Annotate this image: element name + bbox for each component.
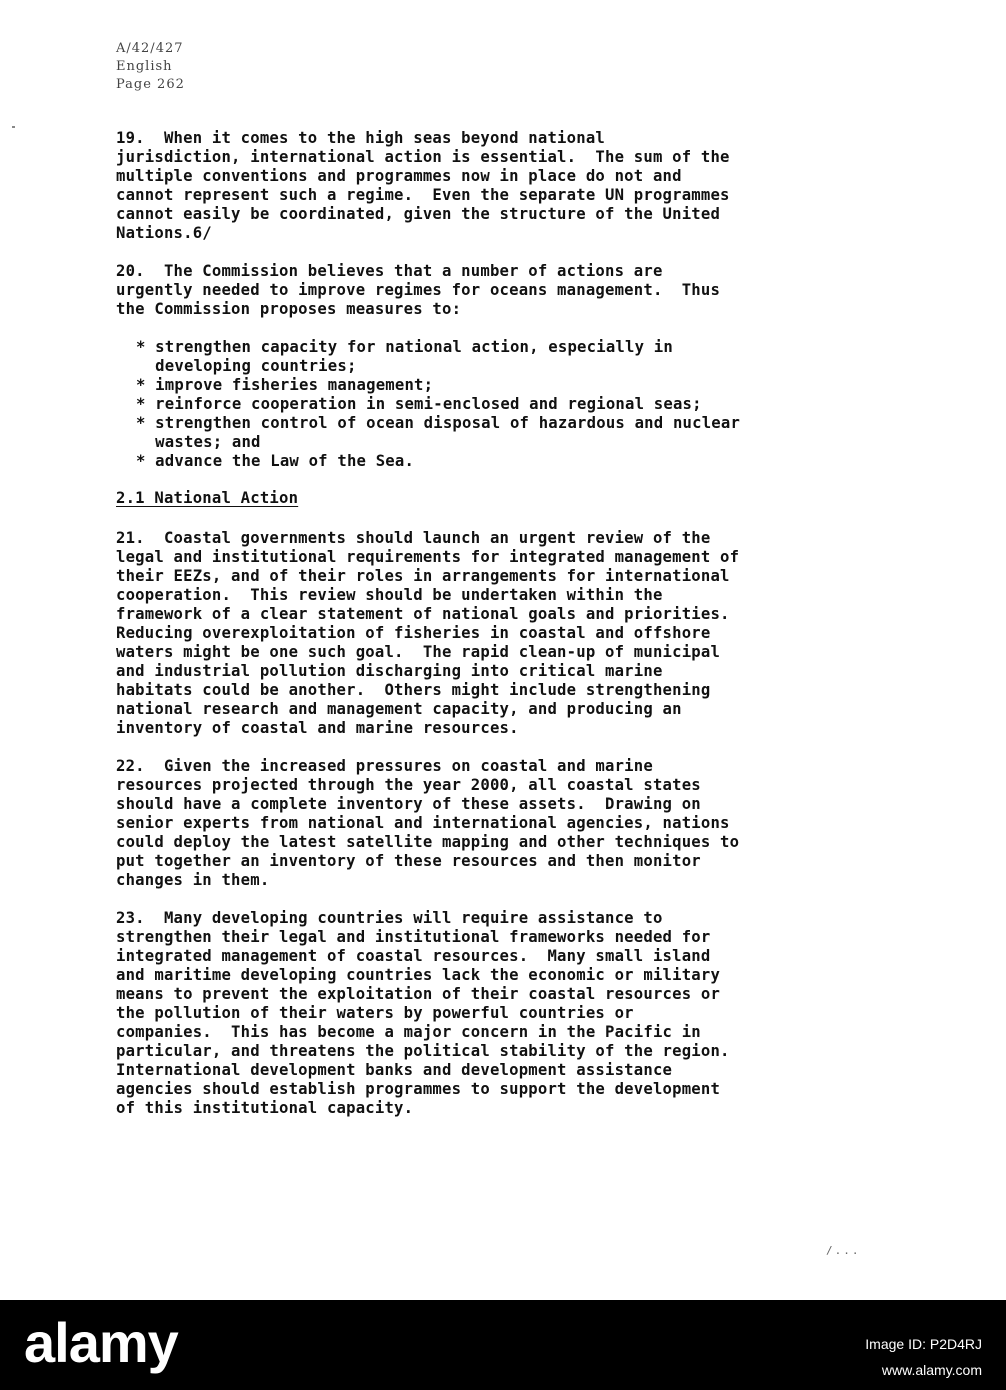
text-line: the Commission proposes measures to: (116, 300, 462, 318)
text-line: the pollution of their waters by powerful countries or (116, 1004, 634, 1022)
continuation-mark: /... (826, 1244, 861, 1257)
text-line: should have a complete inventory of these assets. Drawing on (116, 795, 701, 813)
text-line: cooperation. This review should be undertaken within the (116, 586, 663, 604)
text-line: multiple conventions and programmes now in place do not and (116, 167, 682, 185)
text-line: of this institutional capacity. (116, 1099, 414, 1117)
text-line: strengthen their legal and institutional frameworks needed for (116, 928, 711, 946)
document-language: English (116, 59, 173, 74)
text-line: senior experts from national and international agencies, nations (116, 814, 730, 832)
text-line: Nations.6/ (116, 224, 212, 242)
brand-logo: alamy (24, 1311, 178, 1374)
text-line: jurisdiction, international action is essential. The sum of the (116, 148, 730, 166)
text-line: 21. Coastal governments should launch an urgent review of the (116, 529, 711, 547)
text-line: changes in them. (116, 871, 270, 889)
list-item: * reinforce cooperation in semi-enclosed and regional seas; (136, 395, 702, 413)
text-line: agencies should establish programmes to support the development (116, 1080, 721, 1098)
list-item: * advance the Law of the Sea. (136, 452, 415, 470)
text-line: 20. The Commission believes that a number of actions are (116, 262, 663, 280)
text-line: urgently needed to improve regimes for oceans management. Thus (116, 281, 721, 299)
paragraph-23 (116, 909, 876, 1118)
text-line: International development banks and development assistance (116, 1061, 673, 1079)
paragraph-20 (116, 262, 876, 319)
text-line: and industrial pollution discharging into critical marine (116, 662, 663, 680)
text-line: waters might be one such goal. The rapid clean-up of municipal (116, 643, 721, 661)
list-item: * improve fisheries management; (136, 376, 434, 394)
document-header (116, 40, 185, 94)
text-line: legal and institutional requirements for integrated management of (116, 548, 740, 566)
text-line: 19. When it comes to the high seas beyond national (116, 129, 605, 147)
paragraph-19 (116, 129, 876, 243)
page-number: Page 262 (116, 77, 185, 92)
image-id-label: Image ID: P2D4RJ (865, 1336, 982, 1352)
document-symbol: A/42/427 (116, 41, 184, 56)
text-line: resources projected through the year 2000, all coastal states (116, 776, 701, 794)
text-line: companies. This has become a major concern in the Pacific in (116, 1023, 701, 1041)
paragraph-21 (116, 529, 876, 738)
text-line: their EEZs, and of their roles in arrangements for international (116, 567, 730, 585)
text-line: means to prevent the exploitation of their coastal resources or (116, 985, 721, 1003)
text-line: put together an inventory of these resources and then monitor (116, 852, 701, 870)
text-line: 23. Many developing countries will require assistance to (116, 909, 663, 927)
text-line: inventory of coastal and marine resources. (116, 719, 519, 737)
text-line: cannot easily be coordinated, given the structure of the United (116, 205, 721, 223)
scan-speck (12, 126, 15, 128)
section-heading: 2.1 National Action (116, 489, 299, 507)
text-line: could deploy the latest satellite mapping and other techniques to (116, 833, 740, 851)
text-line: 22. Given the increased pressures on coastal and marine (116, 757, 653, 775)
list-item: * strengthen control of ocean disposal of hazardous and nuclear wastes; and (136, 414, 741, 451)
measures-list (136, 338, 740, 471)
text-line: Reducing overexploitation of fisheries in coastal and offshore (116, 624, 711, 642)
text-line: and maritime developing countries lack the economic or military (116, 966, 721, 984)
text-line: cannot represent such a regime. Even the separate UN programmes (116, 186, 730, 204)
text-line: integrated management of coastal resources. Many small island (116, 947, 711, 965)
list-item: * strengthen capacity for national action, especially in developing countries; (136, 338, 673, 375)
text-line: framework of a clear statement of national goals and priorities. (116, 605, 730, 623)
text-line: particular, and threatens the political stability of the region. (116, 1042, 730, 1060)
text-line: national research and management capacity, and producing an (116, 700, 682, 718)
site-url-label: www.alamy.com (881, 1362, 982, 1378)
paragraph-22 (116, 757, 876, 890)
text-line: habitats could be another. Others might include strengthening (116, 681, 711, 699)
